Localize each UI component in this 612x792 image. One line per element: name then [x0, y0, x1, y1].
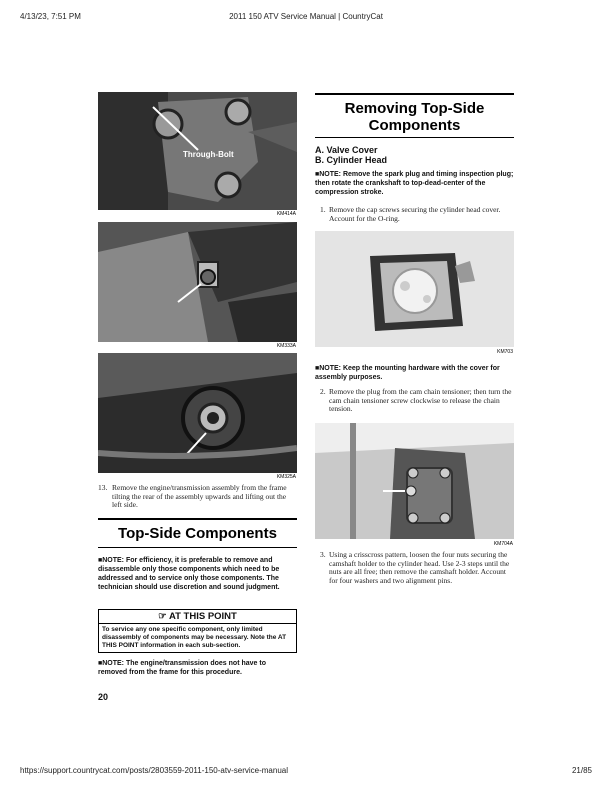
step-3-text: Using a crisscross pattern, loosen the four nuts securing the camshaft holder to the cylinder head. Use 2-3 steps until the nuts are all free; then remove the camshaft holder. Account for four washers and two alignment pins.	[329, 550, 510, 585]
step-13-number: 13.	[98, 483, 108, 492]
photo-engine-mount	[98, 222, 297, 342]
note-engine-frame: ■NOTE: The engine/transmission does not have to removed from the frame for this procedure.	[98, 660, 266, 676]
top-side-components-heading	[98, 518, 297, 548]
section-title: Top-Side Components	[118, 525, 277, 542]
subsection-valve-cover: A. Valve Cover	[315, 145, 378, 155]
step-3-number: 3.	[320, 550, 326, 559]
removing-top-side-heading	[315, 93, 514, 138]
print-url: https://support.countrycat.com/posts/2803559-2011-150-atv-service-manual	[20, 766, 288, 775]
page-number: 20	[98, 692, 109, 702]
photo-caption-km414a: KM414A	[276, 211, 296, 217]
title-line-2: Components	[368, 117, 461, 134]
photo-valve-cover	[315, 231, 514, 347]
photo-mount-bolt	[98, 353, 297, 473]
photo-cam-chain-tensioner	[315, 423, 514, 539]
print-datetime: 4/13/23, 7:51 PM	[20, 12, 81, 21]
step-1-number: 1.	[320, 205, 326, 214]
photo-caption-km333a: KM333A	[276, 343, 296, 349]
title-line-1: Removing Top-Side	[344, 100, 485, 117]
through-bolt-label: Through-Bolt	[183, 150, 234, 159]
print-page-title: 2011 150 ATV Service Manual | CountryCat	[229, 12, 383, 21]
step-13-text: Remove the engine/transmission assembly from the frame tilting the rear of the assembly upwards and lifting out the left side.	[112, 483, 287, 509]
note-efficiency: ■NOTE: For efficiency, it is preferable to remove and disassemble only those components which need to be addressed and to service only those components. The technician should use discretion and sound judgment.	[98, 557, 280, 591]
photo-caption-km325a: KM325A	[276, 474, 296, 480]
print-page-count: 21/85	[571, 766, 592, 775]
photo-caption-km704a: KM704A	[493, 541, 513, 547]
photo-caption-km703: KM703	[497, 349, 513, 355]
at-this-point-heading: ☞ AT THIS POINT	[99, 610, 296, 624]
step-2-text: Remove the plug from the cam chain tensioner; then turn the cam chain tensioner screw clockwise to release the chain tension.	[329, 387, 512, 413]
note-spark-plug: ■NOTE: Remove the spark plug and timing inspection plug; then rotate the crankshaft to top-dead-center of the compression stroke.	[315, 171, 514, 196]
note-mounting-hardware: ■NOTE: Keep the mounting hardware with the cover for assembly purposes.	[315, 365, 500, 381]
step-2-number: 2.	[320, 387, 326, 396]
at-this-point-text: To service any one specific component, only limited disassembly of components may be necessary. Note the AT THIS POINT information in each sub-section.	[102, 626, 287, 649]
step-1-text: Remove the cap screws securing the cylinder head cover. Account for the O-ring.	[329, 205, 501, 223]
at-this-point-box	[98, 609, 297, 653]
subsection-cylinder-head: B. Cylinder Head	[315, 155, 388, 165]
